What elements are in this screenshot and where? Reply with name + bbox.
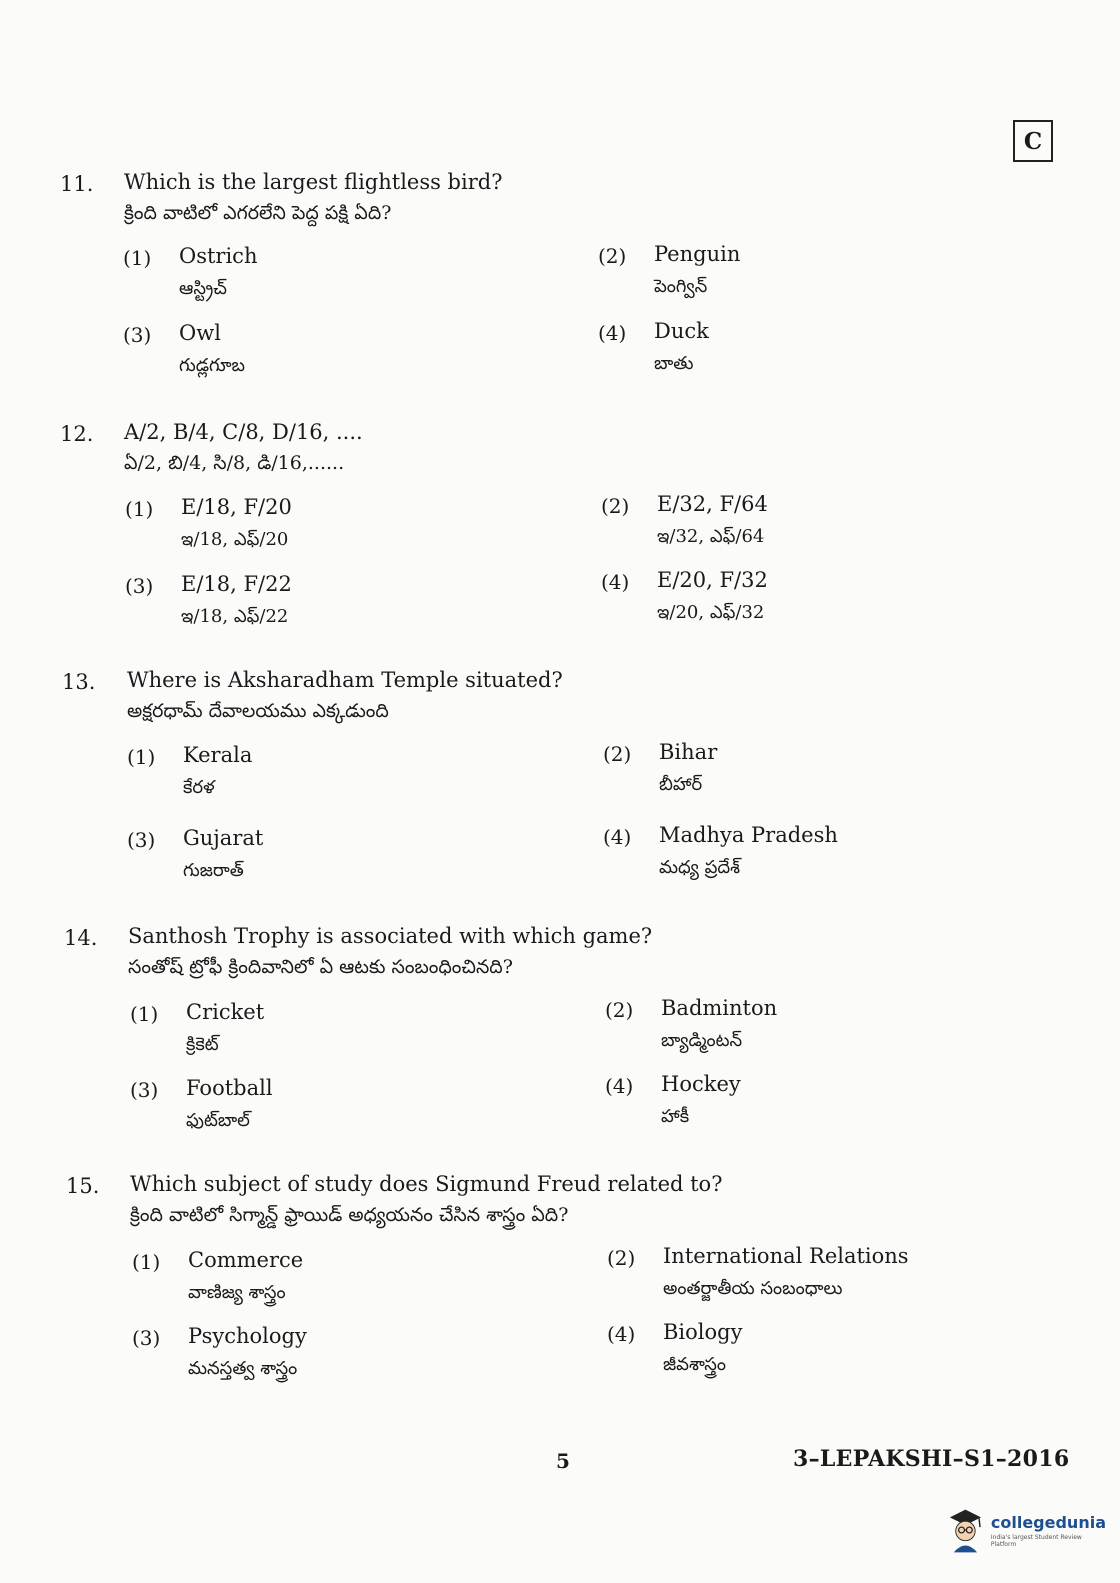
option-number: (4) (607, 1322, 636, 1346)
option-text-telugu: గుడ్లగూబ (179, 355, 246, 376)
option-number: (1) (125, 497, 154, 521)
question-number: 12. (60, 422, 94, 446)
watermark (946, 1500, 1106, 1560)
option-2[interactable] (601, 494, 1021, 560)
option-text: E/18, F/22 (181, 572, 292, 596)
option-3[interactable] (123, 323, 543, 389)
option-3[interactable] (132, 1326, 552, 1392)
option-text: Madhya Pradesh (659, 823, 838, 847)
option-number: (1) (127, 745, 156, 769)
option-text-telugu: బాతు (654, 353, 694, 374)
student-avatar-icon (946, 1505, 985, 1555)
option-3[interactable] (125, 574, 545, 640)
option-text: Badminton (661, 996, 778, 1020)
option-number: (2) (598, 244, 627, 268)
option-text-telugu: ఇ/18, ఎఫ్/22 (181, 606, 289, 627)
option-1[interactable] (130, 1002, 550, 1068)
option-number: (4) (598, 321, 627, 345)
option-text: Ostrich (179, 244, 258, 268)
option-2[interactable] (603, 742, 1023, 808)
question-number: 14. (64, 926, 98, 950)
option-2[interactable] (598, 244, 1018, 310)
option-text-telugu: క్రికెట్ (186, 1034, 219, 1055)
option-text-telugu: ఫుట్‌బాల్ (186, 1110, 250, 1131)
option-number: (3) (125, 574, 154, 598)
paper-code: 3–LEPAKSHI–S1–2016 (793, 1446, 1070, 1472)
option-text-telugu: ఇ/32, ఎఫ్/64 (657, 526, 765, 547)
option-4[interactable] (601, 570, 1021, 636)
option-number: (2) (607, 1246, 636, 1270)
option-text-telugu: ఇ/18, ఎఫ్/20 (181, 529, 289, 550)
option-text: E/20, F/32 (657, 568, 768, 592)
question-text-telugu: క్రింది వాటిలో సిగ్మాన్డ్ ఫ్రాయిడ్ అధ్యయనం చేసిన శాస్త్రం ఏది? (130, 1204, 569, 1226)
option-text-telugu: బ్యాడ్మింటన్ (661, 1030, 743, 1051)
page-number: 5 (556, 1449, 570, 1473)
option-text: Hockey (661, 1072, 741, 1096)
watermark-name: collegedunia (990, 1512, 1106, 1532)
option-number: (1) (130, 1002, 159, 1026)
option-text-telugu: అంతర్జాతీయ సంబంధాలు (663, 1278, 843, 1299)
option-number: (1) (123, 246, 152, 270)
option-2[interactable] (607, 1246, 1027, 1312)
option-number: (2) (601, 494, 630, 518)
option-4[interactable] (607, 1322, 1027, 1388)
option-number: (3) (130, 1078, 159, 1102)
option-text: Psychology (188, 1324, 307, 1348)
watermark-tagline: India's largest Student Review Platform (990, 1533, 1082, 1548)
option-text: Cricket (186, 1000, 265, 1024)
option-text-telugu: కేరళ (183, 777, 215, 798)
option-4[interactable] (598, 321, 1018, 387)
option-text-telugu: పెంగ్విన్ (654, 276, 708, 297)
option-number: (4) (601, 570, 630, 594)
option-text: E/32, F/64 (657, 492, 768, 516)
option-text: Owl (179, 321, 221, 345)
question-text: Which is the largest flightless bird? (124, 170, 503, 194)
option-4[interactable] (605, 1074, 1025, 1140)
option-text: Penguin (654, 242, 741, 266)
option-text: Bihar (659, 740, 718, 764)
option-text: Biology (663, 1320, 743, 1344)
question-text-telugu: క్రింది వాటిలో ఎగరలేని పెద్ద పక్షి ఏది? (124, 202, 392, 224)
option-text: International Relations (663, 1244, 909, 1268)
option-2[interactable] (605, 998, 1025, 1064)
option-text: Gujarat (183, 826, 264, 850)
option-text: Football (186, 1076, 273, 1100)
question-text-telugu: ఏ/2, బి/4, సి/8, డి/16,...... (124, 452, 345, 474)
option-text: E/18, F/20 (181, 495, 292, 519)
option-number: (3) (123, 323, 152, 347)
option-3[interactable] (130, 1078, 550, 1144)
question-number: 11. (60, 172, 94, 196)
question-text: A/2, B/4, C/8, D/16, .... (124, 420, 363, 444)
question-text: Where is Aksharadham Temple situated? (127, 668, 563, 692)
option-text-telugu: జీవశాస్త్రం (663, 1354, 727, 1375)
option-number: (4) (605, 1074, 634, 1098)
question-text: Which subject of study does Sigmund Freud related to? (130, 1172, 723, 1196)
option-text-telugu: హాకీ (661, 1106, 690, 1127)
option-3[interactable] (127, 828, 547, 894)
option-text-telugu: బీహార్ (659, 774, 703, 795)
option-number: (4) (603, 825, 632, 849)
option-text: Kerala (183, 743, 253, 767)
question-set-label: C (1013, 120, 1053, 162)
question-number: 13. (62, 670, 96, 694)
option-text-telugu: ఆస్ట్రిచ్ (179, 278, 227, 299)
question-text-telugu: సంతోష్ ట్రోఫీ క్రిందివానిలో ఏ ఆటకు సంబంధించినది? (128, 956, 513, 978)
option-text-telugu: మనస్తత్వ శాస్త్రం (188, 1358, 298, 1379)
question-number: 15. (66, 1174, 100, 1198)
option-text: Duck (654, 319, 709, 343)
option-4[interactable] (603, 825, 1023, 891)
question-text-telugu: అక్షరధామ్ దేవాలయము ఎక్కడుంది (127, 700, 389, 722)
option-1[interactable] (132, 1250, 552, 1316)
option-1[interactable] (123, 246, 543, 312)
option-text-telugu: మధ్య ప్రదేశ్ (659, 857, 740, 878)
option-number: (1) (132, 1250, 161, 1274)
option-text: Commerce (188, 1248, 304, 1272)
option-number: (3) (127, 828, 156, 852)
option-text-telugu: వాణిజ్య శాస్త్రం (188, 1282, 286, 1303)
option-1[interactable] (125, 497, 545, 563)
option-number: (3) (132, 1326, 161, 1350)
option-text-telugu: ఇ/20, ఎఫ్/32 (657, 602, 765, 623)
option-text-telugu: గుజరాత్ (183, 860, 244, 881)
question-text: Santhosh Trophy is associated with which game? (128, 924, 653, 948)
option-1[interactable] (127, 745, 547, 811)
option-number: (2) (603, 742, 632, 766)
option-number: (2) (605, 998, 634, 1022)
